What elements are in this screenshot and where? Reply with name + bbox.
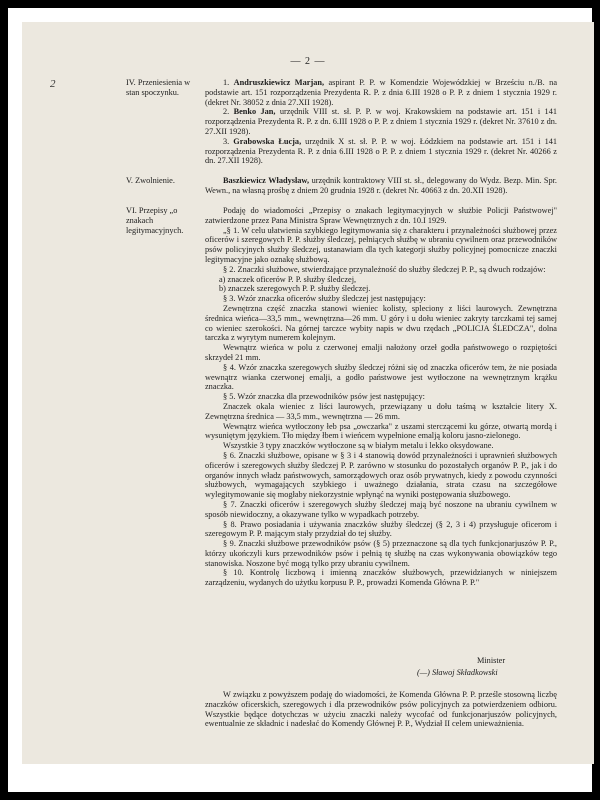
paragraph-8: § 8. Prawo posiadania i używania znaczków służby śledczej (§ 2, 3 i 4) przysługuje oficerom i szeregowym P. P. mającym stały przydział do tej służby.: [205, 519, 557, 539]
document-page: [22, 22, 594, 764]
retirement-entries: [205, 78, 557, 166]
closing-paragraph: W związku z powyższem podaję do wiadomości, że Komenda Główna P. P. prześle stosowną liczbę znaczków oficerskich, szeregowych i dla przewodników psów policyjnych za potwierdzeniem odbioru. Wszystkie będące dotychczas w użyciu znaczki należy wycofać od funkcjonarjuszów policyjnych, ewentualnie ze składnic i nadesłać do Komendy Głównej P. P., Wydział II celem unieważnienia.: [205, 690, 557, 729]
paragraph-5-description: Znaczek okala wieniec z liści laurowych, przewiązany u dołu taśmą w kształcie litery X. Zewnętrzna średnica — 33,5 mm., wewnętrzna — 26 mm.: [205, 401, 557, 421]
signature-title: Minister: [477, 656, 506, 665]
entry-text: aspirant P. P. w Komendzie Wojewódzkiej w Brześciu n./B. na podstawie art. 151 rozporządzenia Prezydenta R. P. z dnia 6.III 1928 o P. P. z dniem 1 stycznia 1929 r. (dekret Nr. 38052 z dnia 27.XII 1928).: [205, 78, 557, 107]
regulation-intro: Podaję do wiadomości „Przepisy o znakach legitymacyjnych w służbie Policji Państwowej" zatwierdzone przez Pana Ministra Spraw Wewnętrznych z dn. 10.I 1929.: [205, 206, 557, 225]
entry-3: [205, 137, 557, 166]
regulation-text: [205, 206, 557, 588]
entry-number: 3.: [223, 136, 234, 146]
entry-text: urzędnik kontraktowy VIII st. sł., delegowany do Wydz. Bezp. Min. Spr. Wewn., na własną prośbę z dniem 20 grudnia 1928 r. (dekret Nr. 40663 z dn. 20.XII 1928).: [205, 176, 557, 195]
paragraph-3-emblem: Wewnątrz wieńca w polu z czerwonej emalji nałożony orzeł godła państwowego o rozpiętości skrzydeł 21 mm.: [205, 343, 557, 362]
handwritten-page-mark: 2: [50, 78, 56, 90]
entry-2: [205, 107, 557, 136]
paragraph-5: § 5. Wzór znaczka dla przewodników psów jest następujący:: [223, 392, 425, 402]
entry-name: Baszkiewicz Władysław,: [223, 176, 310, 185]
paragraph-10: § 10. Kontrolę liczbową i imienną znaczków służbowych, przewidzianych w niniejszem zarządzeniu, wydanych do użytku korpusu P. P., prowadzi Komenda Główna P. P.": [205, 568, 557, 588]
entry-text: urzędnik X st. sł. P. P. w woj. Łódzkiem na podstawie art. 151 i 141 rozporządzenia Prezydenta R. P. z dnia 6.III 1928 o P. P. z dniem 1 stycznia 1929 r. (dekret Nr. 40266 z dn. 27.XII 1928).: [205, 136, 558, 166]
paragraph-2-item-b: b) znaczek szeregowych P. P. służby śledczej.: [219, 284, 371, 294]
paragraph-1: „§ 1. W celu ułatwienia szybkiego legitymowania się z charakteru i przynależności służbowej przez oficerów i szeregowych P. P. służby śledczej, pełniących służbę w ubraniu cywilnem oraz przewodników psów policyjnych służby śledczej, ustanawiam dla tych kategorji służby policyjnej pomocnicze znaczki legitymacyjne jako oznakę służbową.: [205, 225, 557, 264]
paragraph-2: § 2. Znaczki służbowe, stwierdzające przynależność do służby śledczej P. P., są dwuch rodzajów:: [223, 264, 546, 274]
paragraph-9: § 9. Znaczki służbowe przewodników psów (§ 5) przeznaczone są dla tych funkcjonarjuszów P. P., którzy ukończyli kurs przewodników psów i pełnią tę służbę na czas wykonywania obowiązków tego stanowiska. Noszone być mogą tylko przy ubraniu cywilnem.: [205, 539, 557, 568]
entry-name: Andruszkiewicz Marjan,: [233, 78, 325, 87]
entry-1: [205, 78, 557, 107]
entry-number: 1.: [223, 78, 234, 87]
entry-name: Benko Jan,: [233, 107, 276, 117]
section-iv-label: IV. Przeniesienia w stan spoczynku.: [126, 78, 191, 97]
paragraph-5-emblem: Wewnątrz wieńca wytłoczony łeb psa „owczarka" z uszami sterczącemi ku górze, otwartą mordą i wysuniętym językiem. Tło między łbem i wieńcem wypełnione emalją koloru jasno-zielonego.: [205, 421, 557, 441]
paragraph-4: § 4. Wzór znaczka szeregowych służby śledczej różni się od znaczka oficerów tem, że nie posiada wewnątrz wianka czerwonej emalji, a godło państwowe jest wytłoczone na wewnętrznym krążku znaczka.: [205, 362, 557, 392]
entry-name: Grabowska Łucja,: [233, 136, 302, 146]
entry-4: [205, 176, 557, 196]
document-frame: [8, 8, 592, 792]
paragraph-3: § 3. Wzór znaczka oficerów służby śledczej jest następujący:: [223, 294, 426, 304]
dismissal-entry: [205, 176, 557, 196]
signature-name: (—) Sławoj Składkowski: [417, 668, 498, 677]
paragraph-6: § 6. Znaczki służbowe, opisane w § 3 i 4 stanowią dowód przynależności i uprawnień służbowych oficerów i szeregowych służby śledczej P. P. zarówno w stosunku do pozostałych organów P. P., jak i do organów innych władz państwowych, samorządowych oraz osób prywatnych, kiedy z powodu czynności służbowych, wymagających szybkiego i uważnego działania, strata czasu na szczegółowe wylegitymowanie się mogłaby niekorzystnie wpłynąć na wyniki postępowania służbowego.: [205, 450, 557, 500]
paragraph-3-description: Zewnętrzna część znaczka stanowi wieniec kolisty, spleciony z liści laurowych. Zewnętrzna średnica wieńca—33,5 mm., wewnętrzna—26 mm. U góry i u dołu wieniec zakryty tarczkami tej samej co wieniec szerokości. Na górnej tarczce wybity napis w dwu rzędach „POLICJA ŚLEDCZA", dolna tarczka z wyrytym numerem kolejnym.: [205, 303, 557, 343]
closing-text: [205, 690, 557, 729]
paragraph-2-item-a: a) znaczek oficerów P. P. służby śledczej,: [219, 274, 357, 284]
archive-label: Archiwum Akt Nowych: [22, 778, 141, 790]
entry-number: 2.: [223, 107, 234, 117]
page-number: — 2 —: [290, 56, 326, 67]
section-vi-label: VI. Przepisy „o znakach legitymacyjnych.: [126, 206, 184, 235]
entry-text: urzędnik VIII st. sł. P. P. w woj. Krakowskiem na podstawie art. 151 i 141 rozporządzenia Prezydenta R. P. z dn. 6.III 1928 o P. P. z dniem 1 stycznia 1929 r. (dekret Nr. 37610 z dn. 27.XII 1928).: [205, 107, 558, 136]
section-v-label: V. Zwolnienie.: [126, 176, 175, 185]
paragraph-5-material: Wszystkie 3 typy znaczków wytłoczone są w białym metalu i lekko oksydowane.: [223, 441, 494, 451]
paragraph-7: § 7. Znaczki oficerów i szeregowych służby śledczej mają być noszone na ubraniu cywilnem w sposób niewidoczny, a okazywane tylko w wypadkach potrzeby.: [205, 499, 557, 519]
